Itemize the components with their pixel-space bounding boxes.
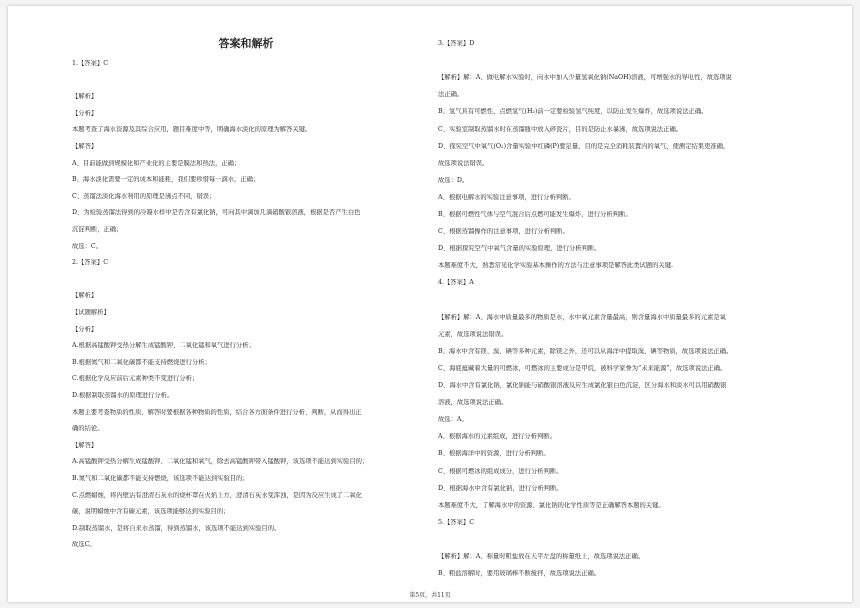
text-line: 【解答】 <box>72 441 98 449</box>
text-line: D、海水中含有氯化钠，氯化钠能与硝酸银溶液反应生成氯化银白色沉淀，区分海水和淡水可以用硝酸银 <box>438 382 727 389</box>
page-footer: 第5页，共11页 <box>409 592 451 599</box>
text-line: D.根据制取蒸馏水的原理进行分析。 <box>72 392 174 399</box>
text-line: A.高锰酸钾受热分解生成锰酸钾、二氧化锰和氧气，除去高锰酸钾带入锰酸钾，该选项不能达到实验目的； <box>72 458 369 466</box>
text-line: 【解析】 <box>72 93 98 101</box>
text-line: C、蒸馏法淡化海水利用的原理是沸点不同，错误； <box>72 192 216 200</box>
text-line: C、海底蕴藏着大量的可燃冰，可燃冰的主要成分是甲烷，被科学家誉为“未来能源”，故选项说法正确。 <box>438 364 727 372</box>
page-title: 答案和解析 <box>218 37 274 50</box>
text-line: D、为检验蒸馏法得到的冷凝水样中是否含有氯化钠，可向其中滴加几滴硝酸银溶液，根据是否产生白色 <box>72 209 361 217</box>
text-line: C、根据可燃冰的组成成分，进行分析判断。 <box>438 467 563 475</box>
text-line: D、探究空气中氧气(O₂)含量实验中红磷(P)要足量，目的是完全消耗装置内的氧气，使测定结果更准确， <box>438 142 730 150</box>
text-line: B、根据可燃性气体与空气混合后点燃可能发生爆炸，进行分析判断。 <box>438 211 632 218</box>
text-line: B、根据海洋中的资源，进行分析判断。 <box>438 450 550 458</box>
text-line: B、海水中含有镁、溴、碘等多种元素，除镁之外，还可以从海洋中提取溴、碘等物质，故选项说法正确。 <box>438 347 733 355</box>
text-line: B.根据氮气和二氧化碳都不能支持燃烧进行分析； <box>72 358 211 366</box>
text-line: A、根据海水的元素组成，进行分析判断。 <box>438 433 556 441</box>
text-line: 本题主要考查物质的性质，解答时要根据各种物质的性质，结合各方面条件进行分析、判断，从而得出正 <box>72 408 362 416</box>
text-line: A、目前能做到规模化和产业化的主要是膜法和热法，正确； <box>72 159 241 167</box>
text-line: 故选C。 <box>72 541 96 549</box>
text-line: 1.【答案】C <box>72 60 109 67</box>
text-line: 碳，说明蜡烛中含有碳元素，该选项能够达到实验目的； <box>72 508 230 516</box>
text-line: 【解答】 <box>72 143 98 150</box>
document-page <box>8 6 852 602</box>
text-line: 【分析】 <box>72 109 98 117</box>
text-line: 【分析】 <box>72 325 98 333</box>
text-line: 本题难度不大，了解海水中的资源、氯化钠的化学性质等是正确解答本题的关键。 <box>438 501 665 509</box>
text-line: 故选：A。 <box>438 416 468 424</box>
text-line: 元素，故选项说法错误。 <box>438 330 508 338</box>
text-line: C.点燃蜡烛，将内壁沾有澄清石灰水的烧杯罩在火焰上方，澄清石灰水变浑浊，是因为反应生成了二氧化 <box>72 491 362 499</box>
text-line: A.根据高锰酸钾受热分解生成锰酸钾、二氧化锰和氧气进行分析； <box>72 342 255 350</box>
text-line: 故选：D。 <box>438 176 469 184</box>
text-line: 5.【答案】C <box>438 518 475 526</box>
text-line: D、根据海水中含有氯化钠，进行分析判断。 <box>438 484 563 492</box>
text-line: 4.【答案】A <box>438 279 474 287</box>
text-line: 确的结论。 <box>72 425 104 433</box>
text-line: C、根据蒸馏操作的注意事项，进行分析判断。 <box>438 228 569 236</box>
text-line: C.根据化学反应前后元素种类不变进行分析； <box>72 375 199 383</box>
text-line: B、海水淡化需要一定的成本和能耗，我们要珍惜每一滴水，正确； <box>72 176 260 184</box>
text-line: 2.【答案】C <box>72 259 109 267</box>
text-line: B、粗盐溶解时，要用玻璃棒不断搅拌，故选项说法正确。 <box>438 570 601 578</box>
text-line: 【解析】解：A、称量时粗盐放在天平左盘的称量纸上，故选项说法正确。 <box>438 553 645 560</box>
text-line: 故选项说法错误。 <box>438 159 489 167</box>
text-line: 本题考查了海水资源及其综合应用，题目难度中等，明确海水淡化的原理为解答关键。 <box>72 126 312 134</box>
text-line: 故选：C。 <box>72 242 103 250</box>
text-line: 【解析】 <box>72 292 98 300</box>
text-line: 本题难度不大，熟悉常见化学实验基本操作的方法与注意事项是解答此类试题的关键. <box>438 262 673 270</box>
text-line: D.制取蒸馏水，是将自来水蒸馏，得到蒸馏水，该选项不能达到实验目的。 <box>72 524 281 532</box>
text-line: 溶液，故选项说法正确。 <box>438 399 508 407</box>
text-line: 【试题解析】 <box>72 309 110 316</box>
text-line: 【解析】解：A、做电解水实验时，向水中加入少量氢氧化钠(NaOH)溶液，可增强水的导电性，故选项说 <box>438 74 732 82</box>
text-line: B.氮气和二氧化碳都不能支持燃烧，该选项不能达到实验目的； <box>72 475 249 482</box>
text-line: A、根据电解水的实验注意事项，进行分析判断。 <box>438 193 575 201</box>
text-line: 法正确。 <box>438 91 464 99</box>
text-line: 沉淀判断，正确； <box>72 226 123 233</box>
text-line: 【解析】解：A、海水中质量最多的物质是水，水中氧元素含量最高，则含量海水中质量最多的元素是氧 <box>438 313 726 321</box>
text-line: C、实验室制取蒸馏水时在蒸馏瓶中放入碎瓷片，目的是防止水暴沸，故选项说法正确。 <box>438 125 683 133</box>
text-line: 3.【答案】D <box>438 40 475 47</box>
text-line: B、氢气具有可燃性，点燃氢气(H₂)前一定要检验氢气纯度，以防止发生爆炸，故选项说法正确。 <box>438 108 708 116</box>
text-line: D、根据探究空气中氧气含量的实验原理，进行分析判断。 <box>438 245 601 253</box>
